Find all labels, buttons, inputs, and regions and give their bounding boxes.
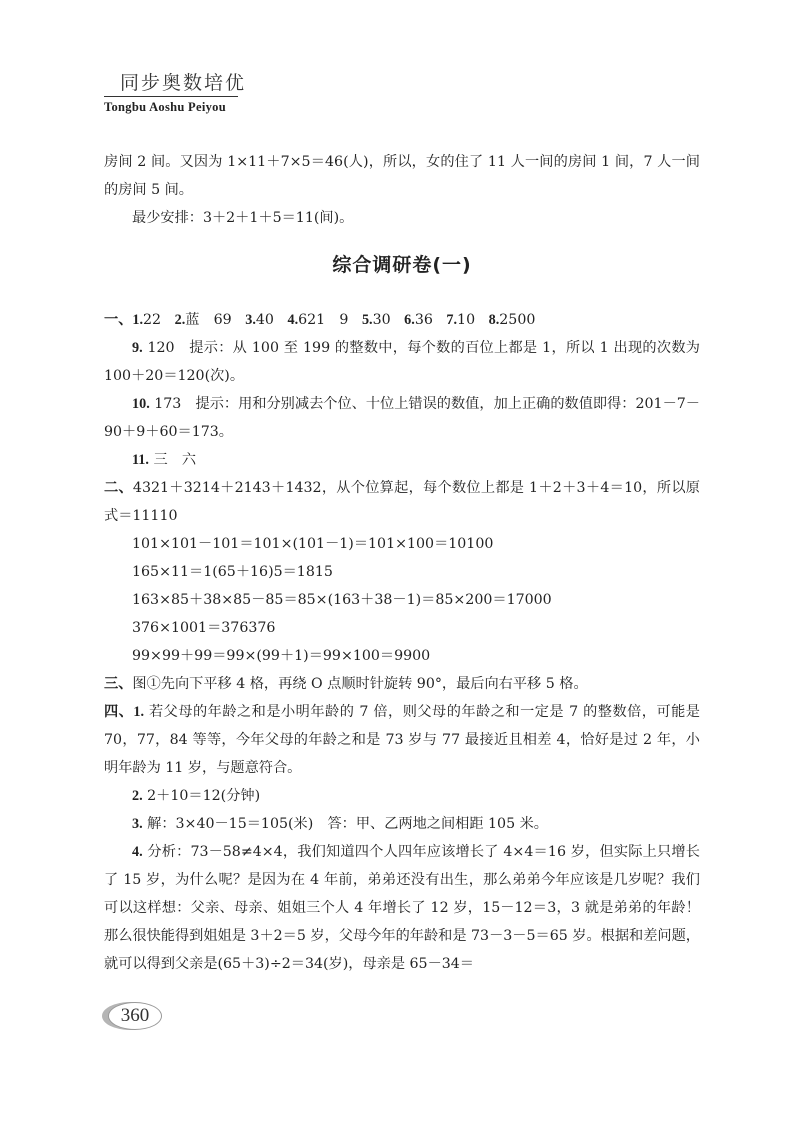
- part4-q3: 3. 解：3×40－15＝105(米) 答：甲、乙两地之间相距 105 米。: [132, 816, 548, 832]
- part2-equation: 163×85＋38×85－85＝85×(163＋38－1)＝85×200＝17000: [132, 592, 552, 608]
- part2-equation: 165×11＝1(65＋16)5＝1815: [132, 564, 333, 580]
- part2-equation: 99×99＋99＝99×(99＋1)＝99×100＝9900: [132, 648, 431, 664]
- part1-q9: 9. 120 提示：从 100 至 199 的整数中，每个数的百位上都是 1，所以 1 出现的次数为 100＋20＝120(次)。: [104, 340, 700, 384]
- part2-label: 二、: [104, 480, 133, 496]
- part2-equation: 376×1001＝376376: [132, 620, 276, 636]
- part4-q1: 四、1. 若父母的年龄之和是小明年龄的 7 倍，则父母的年龄之和一定是 7 的整数倍，可能是 70，77，84 等等，今年父母的年龄之和是 73 岁与 77 最接近且相差 4，恰好是过 2 年，小明年龄为 11 岁，与题意符合。: [104, 704, 700, 776]
- running-header: [104, 72, 246, 115]
- book-title-en: Tongbu Aoshu Peiyou: [104, 100, 226, 114]
- section-title: 综合调研卷(一): [332, 254, 472, 276]
- part3-label: 三、: [104, 676, 133, 692]
- part2-intro: 二、4321＋3214＋2143＋1432，从个位算起，每个数位上都是 1＋2＋3＋4＝10，所以原式＝11110: [104, 480, 700, 524]
- page-number: 360: [120, 1005, 150, 1026]
- part3: 三、图①先向下平移 4 格，再绕 O 点顺时针旋转 90°，最后向右平移 5 格。: [104, 676, 588, 692]
- part4-q4: 4. 分析：73－58≠4×4，我们知道四个人四年应该增长了 4×4＝16 岁，但实际上只增长了 15 岁，为什么呢？是因为在 4 年前，弟弟还没有出生，那么弟弟今年应该是几岁呢？我们可以这样想：父亲、母亲、姐姐三个人 4 年增长了 12 岁，15－12＝3，3 就是弟弟的年龄！那么很快能得到姐姐是 3＋2＝5 岁，父母今年的年龄和是 73－3－5＝65 岁。根据和差问题，就可以得到父亲是(65＋3)÷2＝34(岁)，母亲是 65－34＝: [104, 844, 700, 972]
- header-rule: [104, 96, 238, 97]
- part4-q2: 2. 2＋10＝12(分钟): [132, 788, 261, 804]
- part1-answers: 一、1.22 2.蓝 69 3.40 4.621 9 5.30 6.36 7.10 8.2500: [104, 312, 536, 328]
- part1-q10: 10. 173 提示：用和分别减去个位、十位上错误的数值，加上正确的数值即得：201－7－90＋9＋60＝173。: [104, 396, 700, 440]
- part1-label: 一、: [104, 312, 133, 328]
- part4-label: 四、: [104, 704, 134, 720]
- part2-equation: 101×101－101＝101×(101－1)＝101×100＝10100: [132, 536, 494, 552]
- part1-q11: 11. 三 六: [132, 452, 197, 468]
- intro-paragraph: 房间 2 间。又因为 1×11＋7×5＝46(人)，所以，女的住了 11 人一间的房间 1 间，7 人一间的房间 5 间。: [104, 154, 700, 198]
- intro-summary: 最少安排：3＋2＋1＋5＝11(间)。: [132, 210, 354, 226]
- page-content: [104, 148, 700, 978]
- page-number-badge: [102, 1000, 160, 1030]
- book-title-cn: 同步奥数培优: [120, 72, 247, 94]
